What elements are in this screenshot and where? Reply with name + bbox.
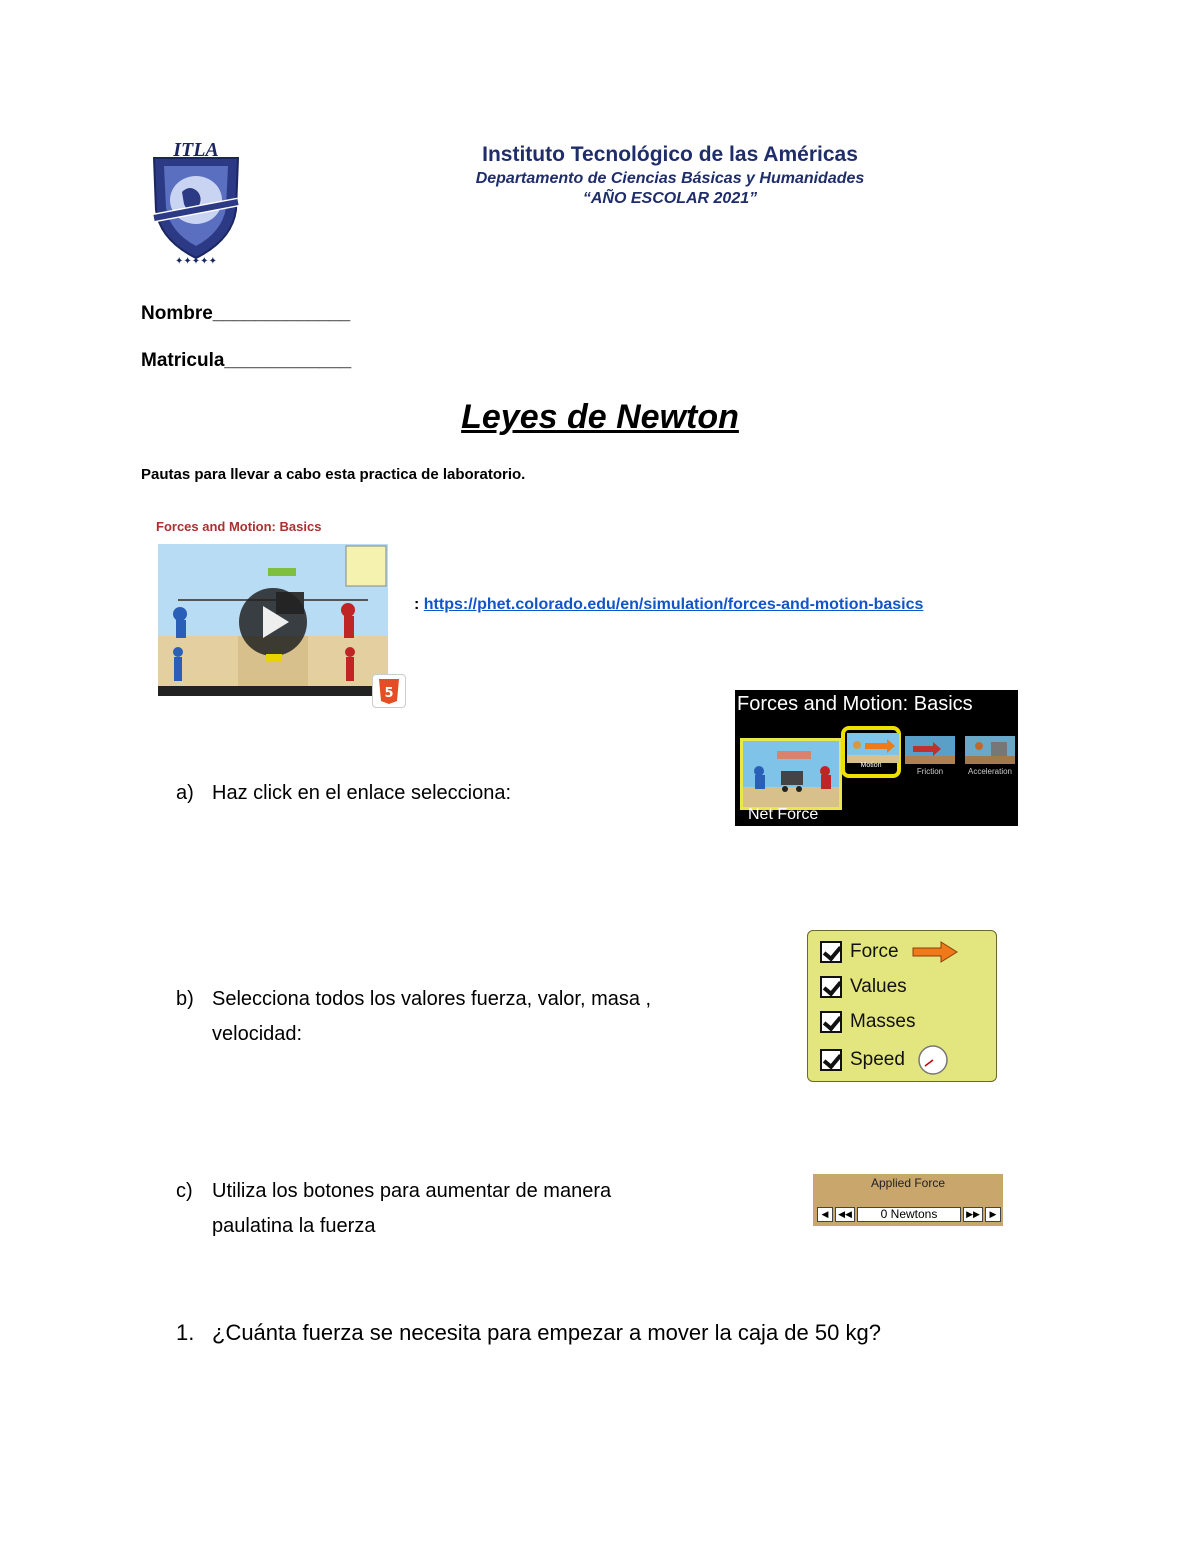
screen-motion[interactable] (841, 726, 901, 778)
step-right-icon[interactable]: ▶ (985, 1207, 1001, 1222)
department-name: Departamento de Ciencias Básicas y Humanidades (475, 170, 865, 187)
item-text-continued: paulatina la fuerza (212, 1215, 376, 1237)
item-marker: b) (176, 988, 194, 1010)
item-text-continued: velocidad: (212, 1023, 303, 1045)
applied-force-panel (813, 1174, 1003, 1226)
link-prefix: : (414, 596, 424, 613)
step-left-icon[interactable]: ◀ (817, 1207, 833, 1222)
item-text: Haz click en el enlace selecciona: (212, 782, 512, 804)
item-text: Utiliza los botones para aumentar de manera (212, 1180, 612, 1202)
page-title: Leyes de Newton (461, 398, 739, 436)
simulation-link-line (414, 596, 923, 614)
tab-acceleration-label: Acceleration (967, 767, 1013, 776)
tab-motion-label: Motion (860, 762, 882, 769)
fast-right-icon[interactable]: ▶▶ (963, 1207, 983, 1222)
matricula-field: Matricula____________ (141, 350, 352, 371)
check-icon (820, 1011, 842, 1033)
screen-net-force[interactable] (740, 738, 842, 810)
checkbox-masses[interactable]: Masses (820, 1007, 915, 1037)
school-year: “AÑO ESCOLAR 2021” (582, 190, 758, 207)
item-marker: c) (176, 1180, 193, 1202)
instruction-item-b (176, 982, 776, 1054)
question-1 (176, 1318, 1076, 1354)
fast-left-icon[interactable]: ◀◀ (835, 1207, 855, 1222)
simulation-link[interactable]: https://phet.colorado.edu/en/simulation/forces-and-motion-basics (423, 596, 924, 613)
screens-panel-title: Forces and Motion: Basics (737, 693, 973, 715)
check-icon (820, 976, 842, 998)
thumbnail-title: Forces and Motion: Basics (156, 519, 322, 534)
institution-name: Instituto Tecnológico de las Américas (482, 143, 858, 166)
itla-logo (146, 140, 246, 268)
question-number: 1. (176, 1320, 195, 1345)
checkbox-speed[interactable]: Speed (820, 1045, 949, 1075)
instructions-text: Pautas para llevar a cabo esta practica de laboratorio. (141, 466, 526, 483)
instruction-item-c (176, 1174, 776, 1246)
question-text: ¿Cuánta fuerza se necesita para empezar a mover la caja de 50 kg? (212, 1320, 881, 1345)
item-text: Selecciona todos los valores fuerza, valor, masa , (212, 988, 652, 1010)
instruction-item-a (176, 776, 676, 812)
screen-friction[interactable] (905, 736, 955, 776)
force-arrow-icon (911, 941, 959, 963)
logo-text: ITLA (173, 140, 219, 161)
svg-text:5: 5 (384, 686, 394, 701)
tab-friction-label: Friction (916, 767, 944, 776)
item-marker: a) (176, 782, 194, 804)
html5-icon (373, 675, 405, 707)
applied-force-title: Applied Force (870, 1176, 946, 1190)
check-icon (820, 941, 842, 963)
checkbox-values[interactable]: Values (820, 972, 907, 1002)
screens-panel (735, 690, 1018, 826)
simulation-preview-image (158, 544, 388, 696)
simulation-thumbnail[interactable] (148, 506, 412, 706)
net-force-label: Net Force (748, 806, 819, 823)
svg-text:✦✦✦✦✦: ✦✦✦✦✦ (175, 256, 217, 267)
checkbox-panel (807, 930, 997, 1082)
applied-force-value[interactable]: 0 Newtons (857, 1207, 961, 1222)
speedometer-icon (917, 1044, 949, 1076)
screen-acceleration[interactable] (963, 736, 1017, 776)
check-icon (820, 1049, 842, 1071)
checkbox-force[interactable]: Force (820, 937, 959, 967)
html5-badge (372, 674, 406, 708)
nombre-field: Nombre_____________ (141, 303, 351, 324)
